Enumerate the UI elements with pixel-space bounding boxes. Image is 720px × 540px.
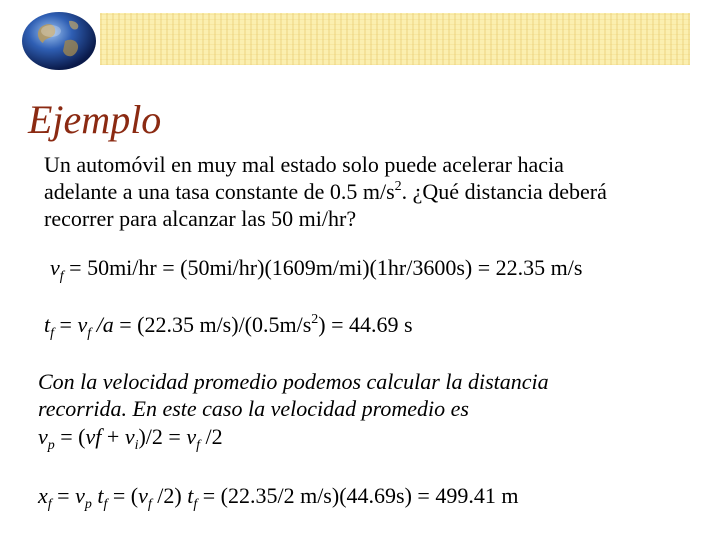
var-v: v	[124, 424, 135, 449]
equation-result: ) = 44.69 s	[318, 312, 413, 337]
equation-xf	[38, 482, 519, 512]
equation-text: =	[51, 483, 76, 508]
problem-line-2-end: . ¿Qué distancia deberá	[401, 179, 607, 204]
superscript: 2	[311, 312, 319, 327]
slide-title: Ejemplo	[28, 97, 162, 142]
equation-result: (22.35/2 m/s)(44.69s) = 499.41 m	[220, 483, 519, 508]
var-vf: vf	[85, 424, 102, 449]
equation-text: =	[197, 483, 221, 508]
subscript: f	[47, 497, 52, 512]
subscript: p	[84, 497, 92, 512]
subscript: f	[103, 497, 108, 512]
equation-tf	[44, 311, 413, 341]
equation-text: )/2 =	[138, 424, 187, 449]
header-banner	[100, 13, 690, 65]
equation-text: /2	[199, 424, 223, 449]
globe-icon	[21, 11, 97, 71]
subscript: f	[50, 326, 55, 341]
problem-line-2	[44, 178, 607, 205]
var-t: t	[187, 483, 194, 508]
equation-text: = (22.35 m/s)/(0.5m/s	[113, 312, 312, 337]
equation-vf	[50, 254, 583, 284]
equation-text: +	[101, 424, 125, 449]
var-t: t	[97, 483, 104, 508]
equation-text: = (	[54, 424, 86, 449]
problem-line-3: recorrer para alcanzar las 50 mi/hr?	[44, 206, 357, 231]
subscript: p	[47, 438, 55, 453]
subscript: f	[147, 497, 152, 512]
var-v: v	[186, 424, 197, 449]
var-a: /a	[91, 312, 114, 337]
var-x: x	[38, 483, 48, 508]
note-line-1: Con la velocidad promedio podemos calcular la distancia	[38, 369, 549, 394]
subscript: f	[59, 269, 64, 284]
superscript: 2	[394, 179, 402, 194]
equation-text: =	[54, 312, 78, 337]
subscript: i	[134, 438, 139, 453]
var-t: t	[44, 312, 51, 337]
problem-line-2-text: adelante a una tasa constante de 0.5 m/s	[44, 179, 395, 204]
equation-text: = 50mi/hr = (50mi/hr)(1609m/mi)(1hr/3600s) = 22.35 m/s	[63, 255, 583, 280]
var-v: v	[38, 424, 48, 449]
var-v: v	[75, 483, 85, 508]
equation-text: /2)	[151, 483, 188, 508]
subscript: f	[87, 326, 92, 341]
var-v: v	[138, 483, 148, 508]
var-v: v	[77, 312, 88, 337]
subscript: f	[196, 438, 200, 453]
subscript: f	[193, 497, 198, 512]
equation-vp	[38, 423, 223, 453]
note-line-2: recorrida. En este caso la velocidad promedio es	[38, 396, 469, 421]
problem-line-1: Un automóvil en muy mal estado solo puede acelerar hacia	[44, 152, 564, 177]
equation-text: = (	[107, 483, 139, 508]
var-v: v	[50, 255, 60, 280]
